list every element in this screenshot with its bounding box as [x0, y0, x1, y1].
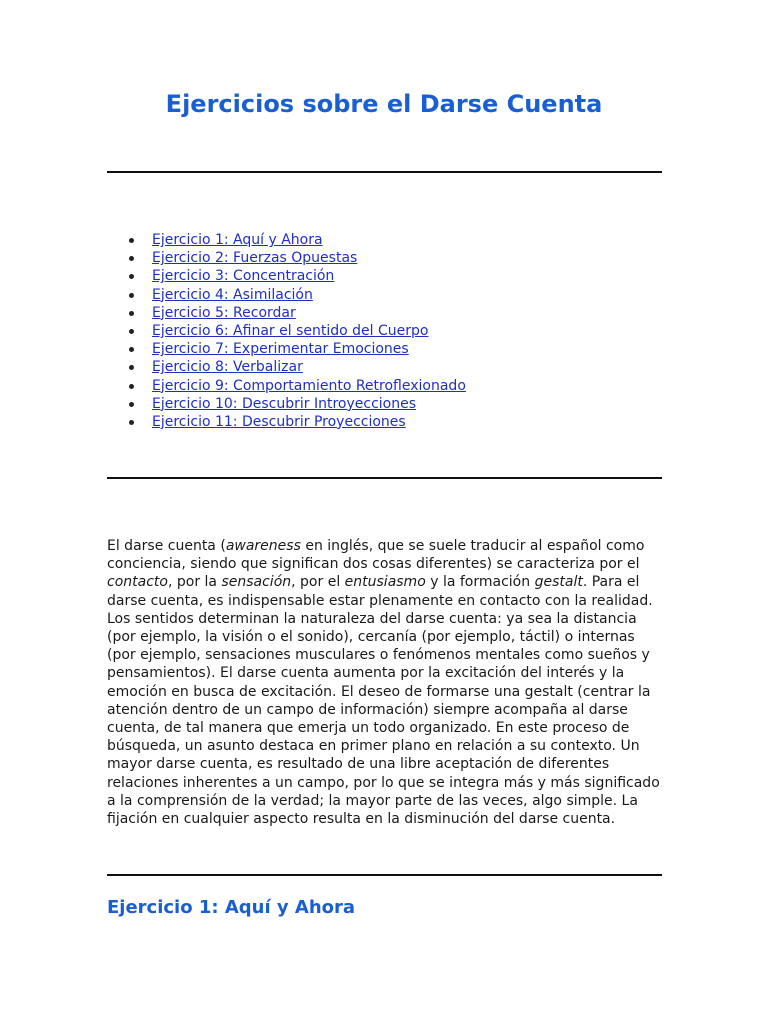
list-item — [108, 322, 466, 340]
toc-link-ejercicio-5[interactable]: Ejercicio 5: Recordar — [152, 304, 296, 321]
bullet-icon — [129, 347, 134, 352]
intro-text: El darse cuenta ( — [107, 538, 226, 554]
bullet-icon — [129, 329, 134, 334]
bullet-icon — [129, 420, 134, 425]
bullet-icon — [129, 293, 134, 298]
toc-link-ejercicio-4[interactable]: Ejercicio 4: Asimilación — [152, 286, 313, 303]
toc-link-ejercicio-7[interactable]: Ejercicio 7: Experimentar Emociones — [152, 341, 409, 358]
list-item — [108, 231, 466, 249]
intro-paragraph — [107, 537, 667, 828]
toc-link-ejercicio-6[interactable]: Ejercicio 6: Afinar el sentido del Cuerpo — [152, 322, 429, 339]
bullet-icon — [129, 384, 134, 389]
bullet-icon — [129, 274, 134, 279]
toc-link-ejercicio-10[interactable]: Ejercicio 10: Descubrir Introyecciones — [152, 395, 416, 412]
horizontal-rule-middle — [107, 477, 662, 479]
toc-link-ejercicio-11[interactable]: Ejercicio 11: Descubrir Proyecciones — [152, 413, 406, 430]
bullet-icon — [129, 402, 134, 407]
list-item — [108, 340, 466, 358]
intro-emphasis-sensacion: sensación — [221, 574, 292, 591]
list-item — [108, 377, 466, 395]
list-item — [108, 395, 466, 413]
bullet-icon — [129, 311, 134, 316]
page-title: Ejercicios sobre el Darse Cuenta — [165, 90, 603, 118]
toc-link-ejercicio-9[interactable]: Ejercicio 9: Comportamiento Retroflexionado — [152, 377, 466, 394]
list-item — [108, 304, 466, 322]
section-heading: Ejercicio 1: Aquí y Ahora — [107, 897, 356, 918]
list-item — [108, 413, 466, 431]
list-item — [108, 267, 466, 285]
toc-link-ejercicio-2[interactable]: Ejercicio 2: Fuerzas Opuestas — [152, 250, 358, 267]
intro-text: . Para el darse cuenta, es indispensable estar plenamente en contacto con la realidad. Los sentidos determinan la naturaleza del darse cuenta: ya sea la distancia (por ejemplo, la visión o el sonido), cercanía (por ejemplo, táctil) o internas (por ejemplo, sensaciones musculares o fenómenos mentales como sueños y pensamientos). El darse cuenta aumenta por la excitación del interés y la emoción en busca de excitación. El deseo de formarse una gestalt (centrar la atención dentro de un campo de información) siempre acompaña al darse cuenta, de tal manera que emerja un todo organizado. En este proceso de búsqueda, un asunto destaca en primer plano en relación a su contexto. Un mayor darse cuenta, es resultado de una libre aceptación de diferentes relaciones inherentes a un campo, por lo que se integra más y más significado a la comprensión de la verdad; la mayor parte de las veces, algo simple. La fijación en cualquier aspecto resulta en la disminución del darse cuenta. — [107, 574, 660, 828]
bullet-icon — [129, 238, 134, 243]
intro-emphasis-gestalt: gestalt — [534, 574, 583, 591]
intro-text: , por el — [291, 574, 345, 591]
horizontal-rule-bottom — [107, 874, 662, 876]
list-item — [108, 286, 466, 304]
exercise-index-list — [108, 231, 466, 431]
intro-emphasis-entusiasmo: entusiasmo — [344, 574, 426, 591]
intro-text: en inglés, que se suele traducir al español como conciencia, siendo que significan dos cosas diferentes) se caracteriza por el — [107, 538, 645, 573]
toc-link-ejercicio-3[interactable]: Ejercicio 3: Concentración — [152, 268, 335, 285]
intro-text: y la formación — [425, 574, 535, 591]
bullet-icon — [129, 365, 134, 370]
toc-link-ejercicio-1[interactable]: Ejercicio 1: Aquí y Ahora — [152, 232, 323, 248]
intro-text: , por la — [167, 574, 222, 591]
bullet-icon — [129, 256, 134, 261]
intro-emphasis-contacto: contacto — [107, 574, 168, 591]
intro-emphasis-awareness: awareness — [225, 538, 301, 554]
list-item — [108, 358, 466, 376]
list-item — [108, 249, 466, 267]
toc-link-ejercicio-8[interactable]: Ejercicio 8: Verbalizar — [152, 359, 303, 376]
horizontal-rule-top — [107, 171, 662, 173]
